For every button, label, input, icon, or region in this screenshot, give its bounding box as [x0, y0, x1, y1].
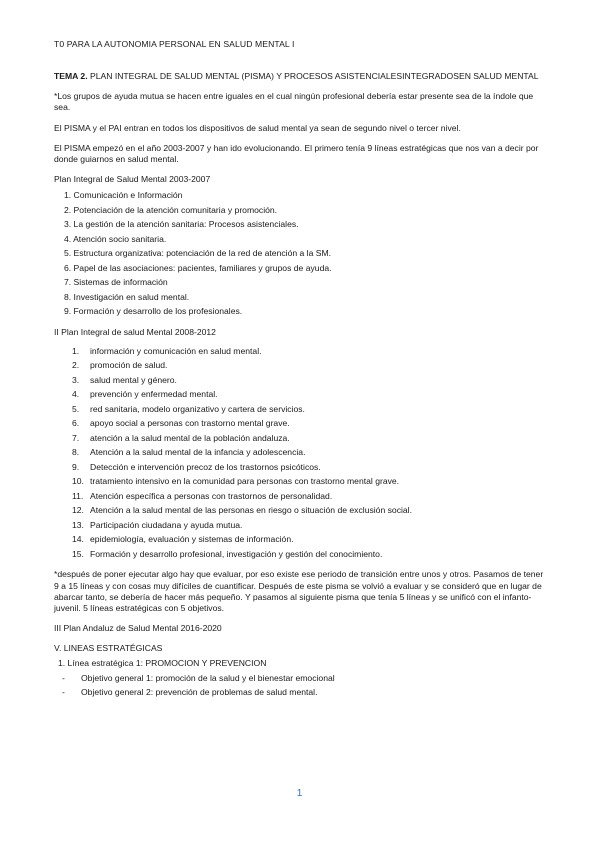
list-item — [54, 416, 545, 431]
list-item-number: 11. — [72, 490, 84, 501]
list-item: 3. La gestión de la atención sanitaria: Procesos asistenciales. — [64, 219, 299, 230]
list-item-number: 13. — [72, 519, 84, 530]
list-item: 9. Formación y desarrollo de los profesionales. — [64, 306, 243, 317]
list-item-number: 12. — [72, 505, 84, 516]
list-item: 8. Investigación en salud mental. — [64, 291, 190, 302]
list-item: 1. Comunicación e Información — [64, 190, 183, 201]
paragraph-mutual-aid: *Los grupos de ayuda mutua se hacen entre iguales en el cual ningún profesional debería estar presente sea de la índole que sea. — [54, 91, 534, 113]
list-item: 2. Potenciación de la atención comunitaria y promoción. — [64, 204, 278, 215]
list-item-text: Formación y desarrollo profesional, investigación y gestión del conocimiento. — [90, 548, 383, 559]
paragraph-evaluation-note: *después de poner ejecutar algo hay que evaluar, por eso existe ese periodo de transición entre unos y otros. Pasamos de tener 9 a 15 líneas y con cosas muy difíciles de cuantificar. Después de este pisma se volvió a evaluar y se consideró que en lugar de abarcar tanto, se debería de hacer más pequeño. Y pasamos al siguiente pisma que tenía 5 líneas y se unificó con el infanto-juvenil. 5 líneas estratégicas con 5 objetivos. — [54, 569, 544, 613]
list-item — [54, 474, 545, 489]
list-item-text: prevención y enfermedad mental. — [90, 389, 218, 400]
list-item — [54, 518, 545, 533]
list-item — [54, 532, 545, 547]
topic-title: PLAN INTEGRAL DE SALUD MENTAL (PISMA) Y PROCESOS ASISTENCIALESINTEGRADOSEN SALUD MENTAL — [89, 71, 539, 81]
list-item — [54, 344, 545, 359]
list-item-text: salud mental y género. — [90, 374, 177, 385]
list-item-number: 4. — [72, 389, 80, 400]
list-item-text: información y comunicación en salud mental. — [90, 345, 262, 356]
plan3-title: III Plan Andaluz de Salud Mental 2016-2020 — [54, 623, 222, 634]
list-item-text: promoción de salud. — [90, 360, 168, 371]
list-item-number: 8. — [72, 447, 80, 458]
list-item — [54, 373, 545, 388]
list-item-number: 15. — [72, 548, 84, 559]
objective-text: Objetivo general 2: prevención de problemas de salud mental. — [81, 687, 318, 698]
list-item — [54, 460, 545, 475]
list-item — [54, 489, 545, 504]
list-item-number: 5. — [72, 403, 80, 414]
list-item: 4. Atención socio sanitaria. — [64, 233, 167, 244]
paragraph-pisma-pai: El PISMA y el PAI entran en todos los dispositivos de salud mental ya sean de segundo nivel o tercer nivel. — [54, 122, 461, 133]
list-item: 6. Papel de las asociaciones: pacientes, familiares y grupos de ayuda. — [64, 262, 332, 273]
topic-heading — [54, 71, 545, 82]
list-item-text: Atención a la salud mental de la infancia y adolescencia. — [90, 447, 306, 458]
document-body — [54, 71, 545, 700]
list-item-number: 14. — [72, 534, 84, 545]
list-item — [54, 402, 545, 417]
plan2-list — [54, 344, 545, 562]
list-item: 5. Estructura organizativa: potenciación de la red de atención a la SM. — [64, 248, 332, 259]
list-item-number: 3. — [72, 374, 80, 385]
list-item — [54, 431, 545, 446]
list-item-text: red sanitaria, modelo organizativo y cartera de servicios. — [90, 403, 305, 414]
list-item-text: epidemiología, evaluación y sistemas de información. — [90, 534, 294, 545]
plan2-title: II Plan Integral de salud Mental 2008-2012 — [54, 326, 216, 337]
plan1-list — [54, 188, 545, 319]
dash-bullet: - — [62, 672, 65, 683]
list-item-number: 1. — [72, 345, 80, 356]
list-item-number: 2. — [72, 360, 80, 371]
list-item-text: atención a la salud mental de la población andaluza. — [90, 432, 290, 443]
list-item — [54, 503, 545, 518]
list-item — [54, 445, 545, 460]
topic-label: TEMA 2. — [54, 71, 88, 81]
list-item-text: apoyo social a personas con trastorno mental grave. — [90, 418, 290, 429]
list-item — [54, 358, 545, 373]
list-item-text: Atención específica a personas con trastornos de personalidad. — [90, 490, 333, 501]
page-number: 1 — [296, 788, 303, 799]
list-item-number: 6. — [72, 418, 80, 429]
list-item-text: Atención a la salud mental de las personas en riesgo o situación de exclusión social. — [90, 505, 412, 516]
list-item-number: 7. — [72, 432, 80, 443]
running-header: T0 PARA LA AUTONOMIA PERSONAL EN SALUD MENTAL I — [54, 39, 295, 49]
objective-item — [54, 685, 545, 700]
lineas-title: V. LINEAS ESTRATÉGICAS — [54, 643, 163, 654]
list-item-text: Participación ciudadana y ayuda mutua. — [90, 519, 243, 530]
list-item-text: tratamiento intensivo en la comunidad para personas con trastorno mental grave. — [90, 476, 400, 487]
list-item-number: 9. — [72, 461, 80, 472]
list-item-text: Detección e intervención precoz de los trastornos psicóticos. — [90, 461, 321, 472]
list-item — [54, 547, 545, 562]
paragraph-pisma-history: El PISMA empezó en el año 2003-2007 y han ido evolucionando. El primero tenía 9 líneas estratégicas que nos van a decir por donde guiarnos en salud mental. — [54, 142, 539, 164]
plan1-title: Plan Integral de Salud Mental 2003-2007 — [54, 174, 211, 185]
list-item-number: 10. — [72, 476, 84, 487]
objective-text: Objetivo general 1: promoción de la salud y el bienestar emocional — [81, 672, 335, 683]
list-item: 7. Sistemas de información — [64, 277, 168, 288]
objective-item — [54, 671, 545, 686]
strategic-line-1: 1. Línea estratégica 1: PROMOCION Y PREVENCION — [58, 658, 267, 669]
dash-bullet: - — [62, 687, 65, 698]
list-item — [54, 387, 545, 402]
